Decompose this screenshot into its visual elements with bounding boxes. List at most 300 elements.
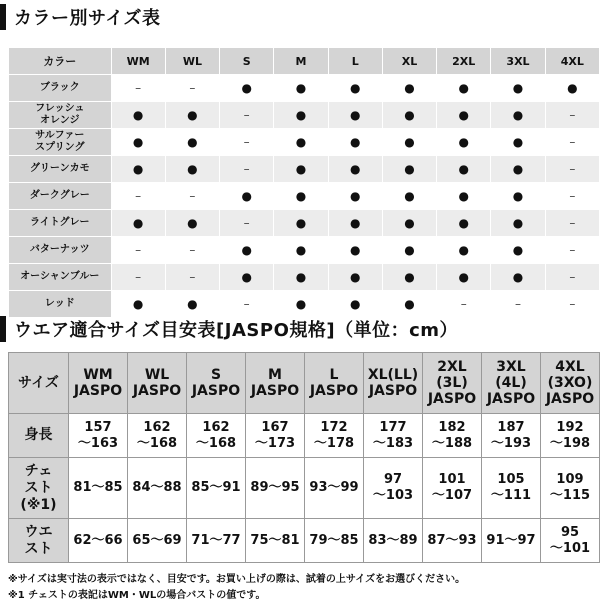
- measurement-cell: [541, 458, 600, 519]
- value-line: 71〜77: [191, 532, 241, 548]
- availability-cell: [111, 264, 165, 291]
- header-line: JASPO: [545, 391, 595, 407]
- value-line: 〜168: [136, 435, 178, 451]
- label-line: 身長: [24, 427, 53, 443]
- measurement-cell: [482, 458, 541, 519]
- measurement-cell: [541, 519, 600, 563]
- available-mark: ●: [132, 134, 144, 149]
- available-mark: ●: [404, 80, 415, 95]
- measurement-cell: [423, 519, 482, 563]
- size-column-header: [305, 353, 364, 414]
- availability-cell: [111, 183, 165, 210]
- value-line: 〜168: [195, 435, 237, 451]
- available-mark: ●: [512, 107, 524, 122]
- availability-cell: [491, 264, 545, 291]
- available-mark: ●: [295, 107, 307, 122]
- measurement-cell: [128, 458, 187, 519]
- value-line: 97: [383, 472, 403, 487]
- header-line: JASPO: [73, 383, 123, 399]
- availability-cell: [382, 237, 436, 264]
- value-line: 172: [320, 419, 348, 435]
- header-line: JASPO: [427, 391, 477, 407]
- availability-cell: [220, 75, 274, 102]
- value-line: 177: [379, 419, 407, 435]
- value-line: 〜173: [254, 435, 296, 451]
- color-name: [9, 264, 112, 291]
- color-row: [9, 237, 600, 264]
- color-name-line: オーシャンブルー: [20, 271, 100, 282]
- unavailable-mark: –: [243, 215, 250, 230]
- measurement-cell: [423, 458, 482, 519]
- size-column-header: WL: [165, 48, 219, 75]
- unavailable-mark: –: [135, 80, 142, 95]
- availability-cell: [491, 210, 545, 237]
- color-name: [9, 291, 112, 318]
- footnote: ※1 チェストの表記はWM・WLの場合バストの値です。: [8, 590, 266, 601]
- value-line: 〜183: [372, 435, 414, 451]
- availability-cell: [545, 102, 599, 129]
- measurement-label: [9, 519, 69, 563]
- color-name-line: ダークグレー: [29, 190, 90, 201]
- availability-cell: [220, 210, 274, 237]
- available-mark: ●: [132, 296, 144, 311]
- unavailable-mark: –: [569, 215, 576, 230]
- available-mark: ●: [349, 134, 361, 149]
- value-line: 〜188: [431, 435, 473, 451]
- available-mark: ●: [132, 107, 144, 122]
- available-mark: ●: [241, 188, 252, 203]
- value-line: 182: [438, 419, 466, 435]
- availability-cell: [545, 264, 599, 291]
- value-line: 192: [556, 419, 584, 435]
- label-line: チェ: [24, 462, 53, 479]
- measurement-row: [9, 458, 600, 519]
- value-line: 157: [84, 419, 112, 435]
- available-mark: ●: [295, 161, 307, 176]
- availability-cell: [165, 291, 219, 318]
- unavailable-mark: –: [569, 107, 576, 122]
- fit-size-heading: [0, 316, 458, 342]
- unavailable-mark: –: [569, 242, 576, 257]
- value-line: 65〜69: [132, 532, 182, 548]
- color-row: [9, 102, 600, 129]
- available-mark: ●: [458, 269, 469, 284]
- availability-cell: [328, 75, 382, 102]
- availability-cell: [328, 129, 382, 156]
- available-mark: ●: [349, 269, 361, 284]
- availability-cell: [382, 210, 436, 237]
- available-mark: ●: [404, 296, 415, 311]
- availability-cell: [382, 291, 436, 318]
- availability-cell: [220, 183, 274, 210]
- color-row: [9, 264, 600, 291]
- measurement-cell: [187, 458, 246, 519]
- color-row: [9, 129, 600, 156]
- availability-cell: [274, 264, 328, 291]
- measurement-cell: [187, 519, 246, 563]
- measurement-cell: [128, 414, 187, 458]
- availability-cell: [220, 102, 274, 129]
- available-mark: ●: [187, 296, 198, 311]
- availability-cell: [382, 129, 436, 156]
- availability-cell: [491, 102, 545, 129]
- availability-cell: [382, 75, 436, 102]
- value-line: 〜178: [313, 435, 355, 451]
- availability-cell: [328, 156, 382, 183]
- size-column-header: [482, 353, 541, 414]
- availability-cell: [220, 264, 274, 291]
- value-line: 〜115: [549, 488, 591, 503]
- value-line: 91〜97: [486, 532, 536, 548]
- available-mark: ●: [512, 134, 524, 149]
- availability-cell: [165, 210, 219, 237]
- available-mark: ●: [404, 188, 415, 203]
- measurement-row: [9, 414, 600, 458]
- value-line: 187: [497, 419, 525, 435]
- size-column-header: [187, 353, 246, 414]
- available-mark: ●: [567, 80, 578, 95]
- size-column-header: [128, 353, 187, 414]
- value-line: 87〜93: [427, 532, 477, 548]
- available-mark: ●: [512, 215, 524, 230]
- heading-bar: [0, 316, 6, 342]
- value-line: 81〜85: [73, 480, 123, 495]
- availability-cell: [111, 156, 165, 183]
- availability-cell: [491, 237, 545, 264]
- available-mark: ●: [295, 215, 307, 230]
- measurement-cell: [482, 519, 541, 563]
- value-line: 85〜91: [191, 480, 241, 495]
- color-row: [9, 75, 600, 102]
- availability-cell: [328, 102, 382, 129]
- available-mark: ●: [458, 188, 469, 203]
- availability-cell: [328, 210, 382, 237]
- available-mark: ●: [404, 134, 415, 149]
- value-line: 109: [556, 472, 584, 487]
- availability-cell: [437, 183, 491, 210]
- available-mark: ●: [295, 296, 307, 311]
- available-mark: ●: [241, 80, 252, 95]
- unavailable-mark: –: [189, 80, 196, 95]
- value-line: 〜107: [431, 488, 473, 503]
- availability-cell: [165, 183, 219, 210]
- measurement-cell: [541, 414, 600, 458]
- value-line: 162: [202, 419, 230, 435]
- available-mark: ●: [349, 161, 361, 176]
- availability-cell: [545, 291, 599, 318]
- header-line: 2XL: [437, 359, 467, 375]
- header-line: JASPO: [368, 383, 418, 399]
- available-mark: ●: [132, 161, 144, 176]
- availability-cell: [165, 237, 219, 264]
- availability-cell: [165, 129, 219, 156]
- availability-cell: [111, 75, 165, 102]
- color-name-line: オレンジ: [40, 115, 80, 126]
- availability-cell: [165, 102, 219, 129]
- measurement-cell: [69, 519, 128, 563]
- header-line: WL: [144, 367, 170, 383]
- unavailable-mark: –: [243, 161, 250, 176]
- available-mark: ●: [404, 161, 415, 176]
- availability-cell: [545, 183, 599, 210]
- unavailable-mark: –: [569, 188, 576, 203]
- color-size-title: カラー別サイズ表: [14, 8, 161, 29]
- availability-cell: [274, 237, 328, 264]
- unavailable-mark: –: [569, 296, 576, 311]
- available-mark: ●: [349, 242, 361, 257]
- available-mark: ●: [458, 107, 469, 122]
- value-line: 〜193: [490, 435, 532, 451]
- size-column-header: WM: [111, 48, 165, 75]
- availability-cell: [545, 210, 599, 237]
- header-line: 4XL: [555, 359, 585, 375]
- value-line: 167: [261, 419, 289, 435]
- measurement-label: [9, 414, 69, 458]
- header-line: JASPO: [309, 383, 359, 399]
- available-mark: ●: [349, 107, 361, 122]
- unavailable-mark: –: [189, 188, 196, 203]
- unavailable-mark: –: [243, 107, 250, 122]
- available-mark: ●: [349, 215, 361, 230]
- color-column-header: カラー: [9, 48, 112, 75]
- color-name: [9, 183, 112, 210]
- availability-cell: [165, 264, 219, 291]
- availability-cell: [274, 210, 328, 237]
- value-line: 75〜81: [250, 532, 300, 548]
- size-column-header: [364, 353, 423, 414]
- measurement-cell: [128, 519, 187, 563]
- available-mark: ●: [187, 161, 198, 176]
- availability-cell: [491, 183, 545, 210]
- color-name-line: サルファー: [35, 130, 85, 141]
- measurement-cell: [364, 519, 423, 563]
- header-line: L: [329, 367, 339, 383]
- label-line: スト: [24, 479, 53, 496]
- value-line: 105: [497, 472, 525, 487]
- value-line: 93〜99: [309, 480, 359, 495]
- measurement-row: [9, 519, 600, 563]
- color-name: [9, 75, 112, 102]
- availability-cell: [274, 102, 328, 129]
- measurement-cell: [69, 458, 128, 519]
- header-line: M: [268, 367, 282, 383]
- measurement-cell: [423, 414, 482, 458]
- unavailable-mark: –: [189, 269, 196, 284]
- header-line: WM: [83, 367, 113, 383]
- availability-cell: [437, 210, 491, 237]
- header-line: (3XO): [547, 375, 593, 391]
- value-line: 84〜88: [132, 480, 182, 495]
- availability-cell: [165, 75, 219, 102]
- header-line: JASPO: [486, 391, 536, 407]
- available-mark: ●: [295, 188, 307, 203]
- availability-cell: [437, 75, 491, 102]
- available-mark: ●: [458, 161, 469, 176]
- availability-cell: [328, 237, 382, 264]
- label-line: (※1): [20, 496, 57, 513]
- fit-size-table: [8, 352, 600, 563]
- available-mark: ●: [241, 242, 252, 257]
- value-line: 〜163: [77, 435, 119, 451]
- availability-cell: [437, 129, 491, 156]
- availability-cell: [328, 264, 382, 291]
- available-mark: ●: [458, 242, 469, 257]
- value-line: 〜103: [372, 488, 414, 503]
- availability-cell: [382, 183, 436, 210]
- available-mark: ●: [512, 269, 524, 284]
- header-line: サイズ: [18, 375, 59, 391]
- availability-cell: [220, 237, 274, 264]
- measurement-cell: [305, 414, 364, 458]
- measurement-cell: [364, 414, 423, 458]
- size-column-header: [541, 353, 600, 414]
- available-mark: ●: [458, 134, 469, 149]
- available-mark: ●: [187, 134, 198, 149]
- size-column-header: [69, 353, 128, 414]
- color-row: [9, 156, 600, 183]
- header-line: (4L): [495, 375, 527, 391]
- unavailable-mark: –: [243, 296, 250, 311]
- value-line: 〜101: [549, 540, 591, 556]
- size-column-header: 3XL: [491, 48, 545, 75]
- availability-cell: [382, 102, 436, 129]
- size-column-header: M: [274, 48, 328, 75]
- available-mark: ●: [295, 134, 307, 149]
- availability-cell: [437, 102, 491, 129]
- color-size-table: [8, 47, 600, 318]
- unavailable-mark: –: [569, 269, 576, 284]
- color-name: [9, 210, 112, 237]
- unavailable-mark: –: [569, 134, 576, 149]
- availability-cell: [111, 210, 165, 237]
- availability-cell: [491, 75, 545, 102]
- color-name: [9, 102, 112, 129]
- value-line: 79〜85: [309, 532, 359, 548]
- availability-cell: [545, 75, 599, 102]
- value-line: 89〜95: [250, 480, 300, 495]
- available-mark: ●: [404, 269, 415, 284]
- size-column-header: S: [220, 48, 274, 75]
- color-name-line: レッド: [44, 298, 75, 309]
- unavailable-mark: –: [189, 242, 196, 257]
- available-mark: ●: [187, 215, 198, 230]
- color-row: [9, 291, 600, 318]
- availability-cell: [437, 237, 491, 264]
- value-line: 83〜89: [368, 532, 418, 548]
- unavailable-mark: –: [135, 242, 142, 257]
- availability-cell: [491, 291, 545, 318]
- value-line: 95: [560, 524, 580, 540]
- color-size-heading: [0, 4, 161, 30]
- color-name-line: グリーンカモ: [29, 163, 90, 174]
- color-name-line: バターナッツ: [29, 244, 90, 255]
- label-line: ウエ: [24, 523, 53, 540]
- available-mark: ●: [241, 269, 252, 284]
- label-line: スト: [24, 540, 53, 557]
- color-name-line: フレッシュ: [35, 103, 85, 114]
- available-mark: ●: [458, 215, 469, 230]
- availability-cell: [111, 291, 165, 318]
- fit-size-title: ウエア適合サイズ目安表[JASPO規格]（単位：cm）: [14, 320, 459, 341]
- availability-cell: [491, 129, 545, 156]
- color-name: [9, 237, 112, 264]
- available-mark: ●: [512, 242, 524, 257]
- availability-cell: [382, 156, 436, 183]
- available-mark: ●: [295, 242, 307, 257]
- header-line: JASPO: [250, 383, 300, 399]
- availability-cell: [220, 291, 274, 318]
- available-mark: ●: [512, 80, 524, 95]
- unavailable-mark: –: [460, 296, 467, 311]
- availability-cell: [382, 264, 436, 291]
- size-column-header: 2XL: [437, 48, 491, 75]
- color-name: [9, 129, 112, 156]
- heading-bar: [0, 4, 6, 30]
- size-column-header: XL: [382, 48, 436, 75]
- size-label-header: [9, 353, 69, 414]
- available-mark: ●: [404, 215, 415, 230]
- header-line: XL(LL): [367, 367, 419, 383]
- availability-cell: [437, 264, 491, 291]
- measurement-cell: [246, 458, 305, 519]
- availability-cell: [491, 156, 545, 183]
- measurement-cell: [246, 519, 305, 563]
- value-line: 〜198: [549, 435, 591, 451]
- availability-cell: [328, 291, 382, 318]
- available-mark: ●: [132, 215, 144, 230]
- size-column-header: L: [328, 48, 382, 75]
- value-line: 162: [143, 419, 171, 435]
- color-row: [9, 210, 600, 237]
- available-mark: ●: [349, 188, 361, 203]
- availability-cell: [274, 183, 328, 210]
- header-line: (3L): [436, 375, 468, 391]
- measurement-cell: [482, 414, 541, 458]
- measurement-cell: [246, 414, 305, 458]
- availability-cell: [274, 129, 328, 156]
- value-line: 101: [438, 472, 466, 487]
- availability-cell: [437, 291, 491, 318]
- value-line: 〜111: [490, 488, 532, 503]
- availability-cell: [328, 183, 382, 210]
- unavailable-mark: –: [135, 188, 142, 203]
- availability-cell: [111, 102, 165, 129]
- color-row: [9, 183, 600, 210]
- color-name: [9, 156, 112, 183]
- measurement-cell: [305, 519, 364, 563]
- color-name-line: ブラック: [39, 82, 80, 93]
- unavailable-mark: –: [243, 134, 250, 149]
- header-line: 3XL: [496, 359, 526, 375]
- color-name-line: ライトグレー: [30, 217, 90, 228]
- size-column-header: [246, 353, 305, 414]
- size-column-header: 4XL: [545, 48, 599, 75]
- availability-cell: [545, 156, 599, 183]
- header-line: S: [210, 367, 222, 383]
- footnote: ※サイズは実寸法の表示ではなく、目安です。お買い上げの際は、試着の上サイズをお選びください。: [8, 574, 466, 585]
- availability-cell: [274, 291, 328, 318]
- color-name-line: スプリング: [35, 142, 85, 153]
- availability-cell: [111, 129, 165, 156]
- availability-cell: [220, 129, 274, 156]
- value-line: 62〜66: [73, 532, 123, 548]
- available-mark: ●: [349, 296, 361, 311]
- measurement-cell: [364, 458, 423, 519]
- available-mark: ●: [404, 242, 415, 257]
- availability-cell: [165, 156, 219, 183]
- availability-cell: [274, 75, 328, 102]
- measurement-cell: [305, 458, 364, 519]
